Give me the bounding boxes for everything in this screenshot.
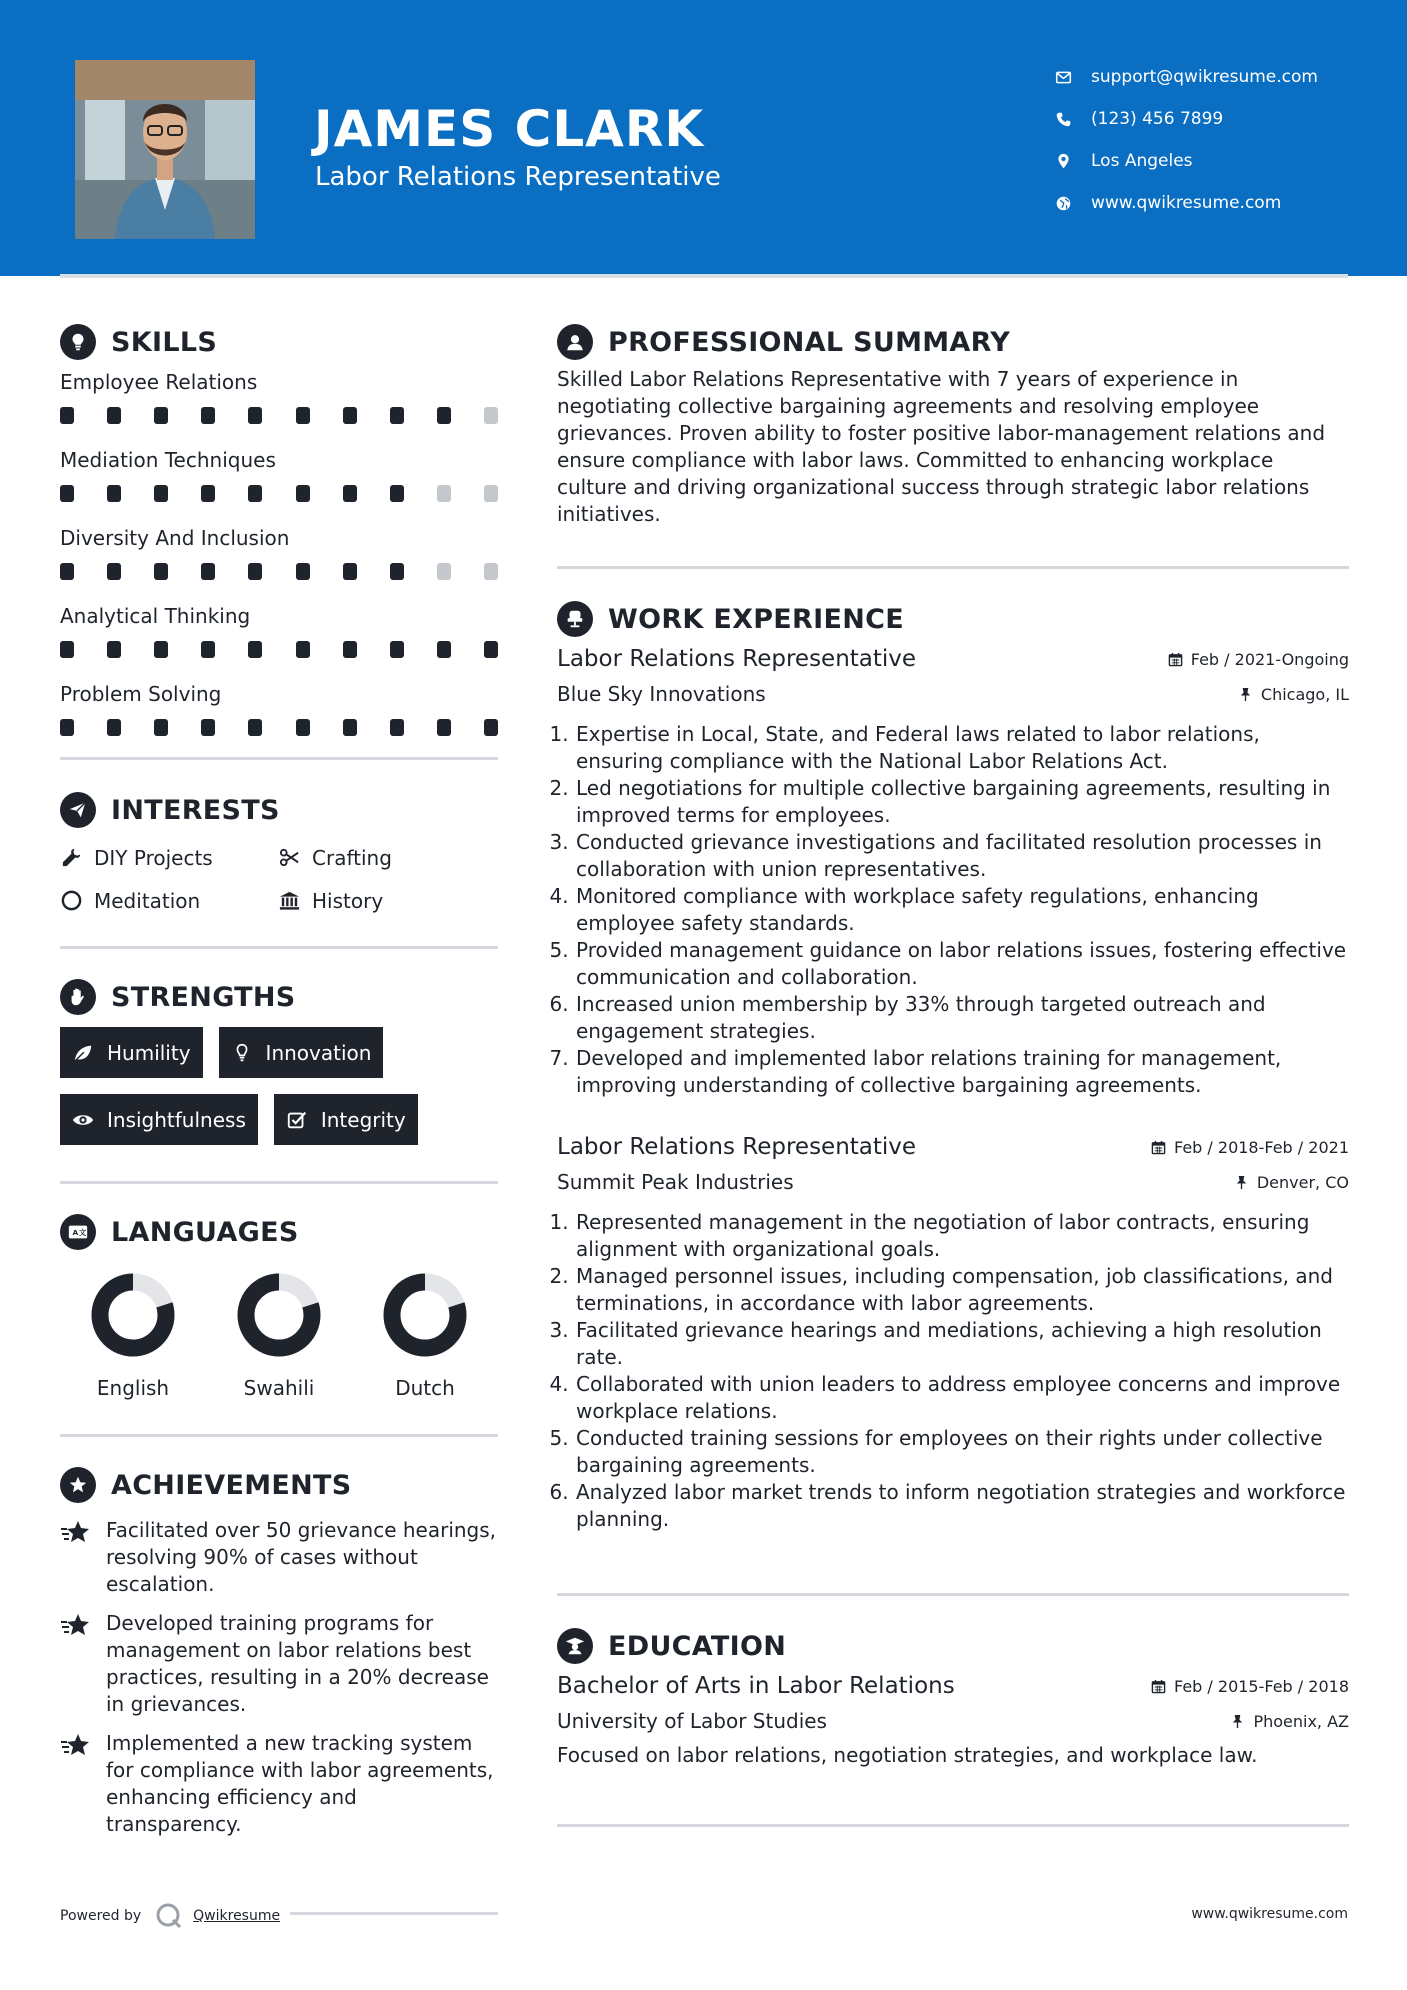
strength-label: Innovation [265,1040,372,1065]
strength-tag [60,1094,258,1145]
language-donut [380,1270,470,1360]
qwikresume-logo-icon [153,1900,185,1932]
footer-powered-by [60,1900,280,1932]
contact-list [1055,56,1318,224]
job-dates-text: Feb / 2018-Feb / 2021 [1174,1137,1349,1157]
language-donut [234,1270,324,1360]
education-entry [557,1668,1349,1770]
star-rush-icon [60,1612,92,1640]
achievements-heading [60,1465,498,1505]
skill-rating [60,710,498,752]
svg-text:文: 文 [78,1228,87,1238]
skill-dot-filled [107,641,121,658]
job-subheader-row [557,677,1349,711]
strength-label: Integrity [320,1107,406,1132]
graduate-section-icon [557,1628,593,1664]
skill-item [60,522,498,596]
contact-location-text: Los Angeles [1091,151,1193,171]
language-name: English [96,1376,170,1400]
footer-url[interactable]: www.qwikresume.com [1191,1906,1348,1922]
skill-name: Analytical Thinking [60,604,251,628]
circle-icon [60,889,83,912]
achievement-text: Implemented a new tracking system for compliance with labor agreements, enhancing efficiency and transparency. [106,1731,494,1836]
job-entry [557,641,1349,1099]
languages-divider [60,1434,498,1437]
skills-title: SKILLS [111,326,218,358]
skill-dot-empty [437,563,451,580]
skill-name: Mediation Techniques [60,448,276,472]
skill-rating [60,632,498,674]
hand-section-icon [60,979,96,1015]
map-pin-icon [1055,153,1072,170]
contact-website[interactable] [1055,182,1318,224]
skill-dot-filled [154,641,168,658]
job-dates [1168,650,1349,669]
job-bullet: 6. Increased union membership by 33% through targeted outreach and engagement strategies. [575,991,1349,1045]
strengths-list [60,1027,498,1145]
interest-label: History [312,888,384,913]
contact-location [1055,140,1318,182]
education-header-row [557,1668,1349,1704]
skill-dot-filled [154,485,168,502]
skill-rating [60,554,498,596]
contact-website-text: www.qwikresume.com [1091,193,1282,213]
skill-dot-filled [248,485,262,502]
left-column [60,322,498,1838]
language-name: Swahili [243,1376,315,1400]
paper-plane-section-icon [60,792,96,828]
pushpin-icon [1234,1175,1249,1190]
contact-email[interactable] [1055,56,1318,98]
resume-header [0,0,1407,276]
lightbulb-icon [231,1042,253,1064]
skill-dot-filled [248,563,262,580]
skill-dot-filled [201,641,215,658]
strength-label: Insightfulness [107,1107,246,1132]
skill-dot-filled [107,485,121,502]
job-bullet: 1. Represented management in the negotiation of labor contracts, ensuring alignment with organizational goals. [575,1209,1349,1263]
job-bullet: 5. Conducted training sessions for employees on their rights under collective bargaining agreements. [575,1425,1349,1479]
skill-dot-filled [296,719,310,736]
skill-dot-filled [201,563,215,580]
skill-dot-filled [60,641,74,658]
education-location-text: Phoenix, AZ [1253,1711,1349,1731]
skill-dot-filled [296,641,310,658]
wrench-icon [60,846,83,869]
strength-tag [60,1027,203,1078]
language-item [206,1270,352,1400]
pushpin-icon [1230,1714,1245,1729]
job-bullet: 4. Monitored compliance with workplace safety regulations, enhancing employee safety standards. [575,883,1349,937]
job-bullet: 5. Provided management guidance on labor relations issues, fostering effective communication and collaboration. [575,937,1349,991]
interests-heading [60,790,498,830]
skill-item [60,600,498,674]
skill-dot-filled [390,641,404,658]
skill-dot-empty [484,485,498,502]
star-rush-icon [60,1732,92,1760]
languages-list [60,1270,498,1400]
job-bullet: 7. Developed and implemented labor relations training for management, improving understanding of collective bargaining agreements. [575,1045,1349,1099]
skills-divider [60,757,498,760]
skill-name: Diversity And Inclusion [60,526,290,550]
skill-dot-filled [484,719,498,736]
skill-dot-filled [60,719,74,736]
lightbulb-section-icon [60,324,96,360]
phone-icon [1055,111,1072,128]
strength-tag [274,1094,418,1145]
job-bullets [557,1209,1349,1533]
right-column [557,322,1349,1827]
skill-dot-filled [154,719,168,736]
education-divider [557,1824,1349,1827]
job-bullet: 1. Expertise in Local, State, and Federal laws related to labor relations, ensuring compliance with the National Labor Relations Act. [575,721,1349,775]
skill-item [60,678,498,752]
achievement-text: Facilitated over 50 grievance hearings, resolving 90% of cases without escalation. [106,1518,497,1596]
strength-label: Humility [107,1040,191,1065]
language-name: Dutch [395,1376,455,1400]
svg-text:A: A [72,1228,79,1238]
language-donut [88,1270,178,1360]
job-dates [1151,1138,1349,1157]
experience-heading [557,599,1349,639]
education-description: Focused on labor relations, negotiation strategies, and workplace law. [557,1743,1258,1767]
skill-dot-filled [343,719,357,736]
skill-dot-empty [484,563,498,580]
candidate-name: JAMES CLARK [314,100,705,158]
leaf-icon [72,1042,94,1064]
education-title: EDUCATION [608,1630,787,1662]
skill-rating [60,398,498,440]
interests-title: INTERESTS [111,794,280,826]
contact-phone-text: (123) 456 7899 [1091,109,1224,129]
experience-title: WORK EXPERIENCE [608,603,904,635]
skill-dot-filled [390,407,404,424]
skill-dot-filled [60,485,74,502]
footer-divider [290,1912,498,1915]
skill-dot-filled [248,407,262,424]
job-location [1234,1173,1349,1192]
skill-dot-filled [60,563,74,580]
languages-heading [60,1212,498,1252]
checkbox-icon [286,1109,308,1131]
company-name: Blue Sky Innovations [557,682,766,706]
museum-icon [278,889,301,912]
education-dates [1151,1677,1349,1696]
skill-item [60,444,498,518]
skill-item [60,366,498,440]
skill-dot-filled [107,563,121,580]
achievement-text: Developed training programs for management on labor relations best practices, resulting in a 20% decrease in grievances. [106,1611,489,1716]
job-bullet: 4. Collaborated with union leaders to address employee concerns and improve workplace relations. [575,1371,1349,1425]
language-section-icon [60,1214,96,1250]
job-subheader-row [557,1165,1349,1199]
skill-dot-filled [437,641,451,658]
powered-by-label: Powered by [60,1908,142,1924]
skill-dot-filled [390,563,404,580]
language-item [352,1270,498,1400]
achievements-title: ACHIEVEMENTS [111,1469,352,1501]
skills-heading [60,322,498,362]
interest-label: Meditation [94,888,201,913]
strengths-divider [60,1181,498,1184]
interest-label: Crafting [312,845,392,870]
footer-brand-link[interactable]: Qwikresume [193,1908,281,1924]
skill-name: Problem Solving [60,682,222,706]
skill-dot-filled [107,719,121,736]
job-bullet: 3. Facilitated grievance hearings and mediations, achieving a high resolution rate. [575,1317,1349,1371]
interest-item [278,836,498,879]
job-bullet: 6. Analyzed labor market trends to inform negotiation strategies and workforce planning. [575,1479,1349,1533]
job-location [1238,685,1349,704]
job-location-text: Denver, CO [1256,1172,1349,1192]
skill-dot-filled [154,563,168,580]
summary-heading [557,322,1349,362]
strengths-heading [60,977,498,1017]
star-badge-section-icon [60,1467,96,1503]
skills-list [60,366,498,752]
scissors-icon [278,846,301,869]
job-bullet: 2. Managed personnel issues, including compensation, job classifications, and terminations, in accordance with labor agreements. [575,1263,1349,1317]
skill-dot-filled [201,485,215,502]
eye-icon [72,1109,94,1131]
achievements-list [60,1517,498,1838]
interests-list [60,836,498,922]
skill-dot-filled [343,485,357,502]
skill-dot-filled [343,563,357,580]
summary-title: PROFESSIONAL SUMMARY [608,326,1011,358]
skill-dot-filled [154,407,168,424]
skill-dot-filled [390,719,404,736]
job-location-text: Chicago, IL [1260,684,1349,704]
company-name: Summit Peak Industries [557,1170,794,1194]
skill-dot-filled [484,641,498,658]
envelope-icon [1055,69,1072,86]
briefcase-section-icon [557,601,593,637]
calendar-icon [1151,1140,1166,1155]
profile-photo-image [75,60,255,239]
skill-dot-filled [343,641,357,658]
skill-dot-filled [296,407,310,424]
experience-divider [557,1593,1349,1596]
school-name: University of Labor Studies [557,1709,827,1733]
globe-icon [1055,195,1072,212]
skill-dot-filled [437,719,451,736]
job-bullet: 2. Led negotiations for multiple collective bargaining agreements, resulting in improved terms for employees. [575,775,1349,829]
user-section-icon [557,324,593,360]
skill-dot-filled [107,407,121,424]
pushpin-icon [1238,687,1253,702]
job-title: Labor Relations Representative [557,1134,917,1160]
skill-dot-filled [437,407,451,424]
interest-item [60,879,278,922]
header-divider [60,274,1348,278]
job-bullet: 3. Conducted grievance investigations and facilitated resolution processes in collaboration with union representatives. [575,829,1349,883]
strength-tag [219,1027,384,1078]
education-heading [557,1626,1349,1666]
calendar-icon [1151,1679,1166,1694]
skill-dot-filled [296,485,310,502]
skill-dot-filled [296,563,310,580]
skill-dot-filled [390,485,404,502]
skill-dot-filled [248,641,262,658]
profile-photo [75,60,255,239]
education-location [1230,1712,1349,1731]
job-header-row [557,1129,1349,1165]
skill-dot-filled [248,719,262,736]
skill-dot-empty [437,485,451,502]
language-item [60,1270,206,1400]
skill-dot-empty [484,407,498,424]
achievement-item [60,1517,498,1598]
job-title: Labor Relations Representative [557,646,917,672]
contact-email-text: support@qwikresume.com [1091,67,1318,87]
summary-divider [557,566,1349,569]
contact-phone[interactable] [1055,98,1318,140]
skill-dot-filled [343,407,357,424]
interest-item [60,836,278,879]
skill-name: Employee Relations [60,370,258,394]
degree-title: Bachelor of Arts in Labor Relations [557,1673,955,1699]
star-rush-icon [60,1519,92,1547]
achievement-item [60,1610,498,1718]
job-dates-text: Feb / 2021-Ongoing [1190,649,1349,669]
job-entry [557,1129,1349,1533]
languages-title: LANGUAGES [111,1216,299,1248]
skill-dot-filled [201,407,215,424]
calendar-icon [1168,652,1183,667]
interest-item [278,879,498,922]
achievement-item [60,1730,498,1838]
strengths-title: STRENGTHS [111,981,296,1013]
education-subheader-row [557,1704,1349,1738]
education-dates-text: Feb / 2015-Feb / 2018 [1174,1676,1349,1696]
job-header-row [557,641,1349,677]
interest-label: DIY Projects [94,845,213,870]
skill-dot-filled [60,407,74,424]
skill-dot-filled [201,719,215,736]
candidate-title: Labor Relations Representative [315,162,721,192]
summary-text: Skilled Labor Relations Representative with 7 years of experience in negotiating collective bargaining agreements and resolving employee grievances. Proven ability to foster positive labor-management relations and ensure compliance with labor laws. Committed to enhancing workplace culture and driving organizational success through strategic labor relations initiatives. [557,367,1326,526]
skill-rating [60,476,498,518]
job-bullets [557,721,1349,1099]
interests-divider [60,946,498,949]
